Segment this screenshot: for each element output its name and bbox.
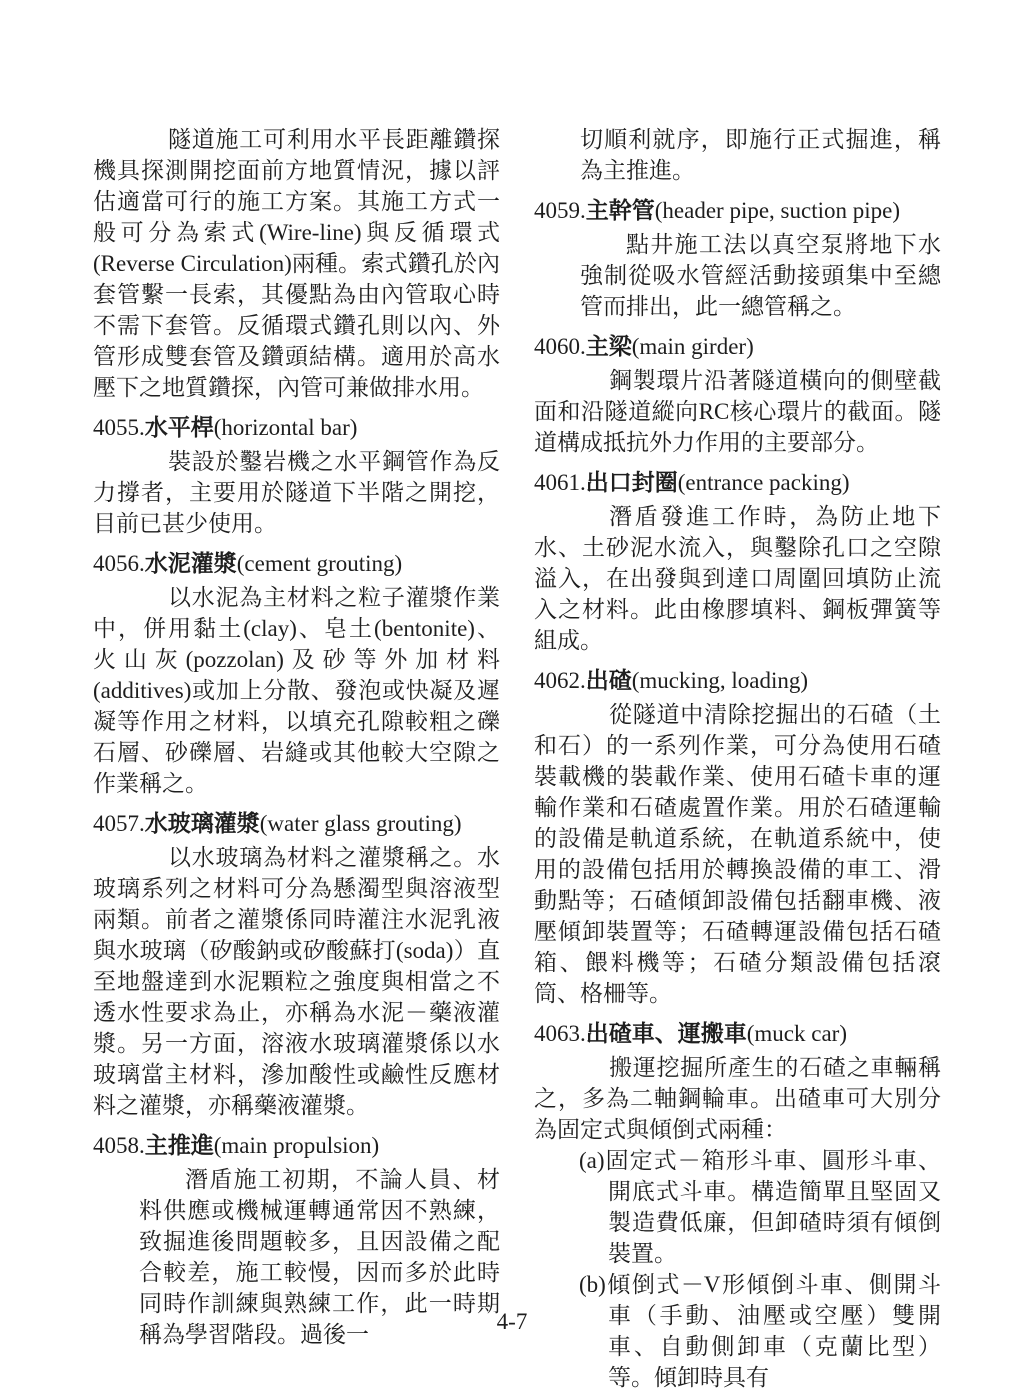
entry-english: (mucking, loading): [631, 668, 809, 693]
entry-heading: [93, 548, 500, 579]
glossary-entry: [93, 548, 500, 799]
list-label: (a): [579, 1148, 605, 1173]
entry-paragraph: 以水玻璃為材料之灌漿稱之。水玻璃系列之材料可分為懸濁型與溶液型兩類。前者之灌漿係同時灌注水泥乳液與水玻璃（矽酸鈉或矽酸蘇打(soda)）直至地盤達到水泥顆粒之強度與相當之不透水性要求為止，亦稱為水泥－藥液灌漿。另一方面，溶液水玻璃灌漿係以水玻璃當主材料，滲加酸性或鹼性反應材料之灌漿，亦稱藥液灌漿。: [93, 845, 500, 1118]
entry-term: 主推進: [144, 1133, 214, 1158]
entry-term: 出口封圈: [585, 470, 678, 495]
list-text: 傾倒式－V形傾倒斗車、側開斗車（手動、油壓或空壓）雙開車、自動側卸車（克蘭比型）等。傾卸時具有: [605, 1272, 941, 1390]
entry-english: (main girder): [631, 334, 754, 359]
continuation-paragraph: 隧道施工可利用水平長距離鑽探機具探測開挖面前方地質情況，據以評估適當可行的施工方案。其施工方式一般可分為索式(Wire-line)與反循環式(Reverse Circulation)兩種。索式鑽孔於內套管繫一長索，其優點為由內管取心時不需下套管。反循環式鑽孔則以內、外管形成雙套管及鑽頭結構。適用於高水壓下之地質鑽探，內管可兼做排水用。: [93, 127, 500, 400]
entry-paragraph: 裝設於鑿岩機之水平鋼管作為反力撐者，主要用於隧道下半階之開挖，目前已甚少使用。: [93, 449, 500, 536]
entry-term: 水玻璃灌漿: [144, 811, 260, 836]
page-number: 4-7: [496, 1309, 528, 1334]
entry-heading: [534, 665, 941, 696]
entry-english: (muck car): [746, 1021, 847, 1046]
glossary-entry: [534, 665, 941, 1009]
entry-paragraph: [579, 1145, 941, 1269]
list-label: (b): [579, 1272, 606, 1297]
entry-heading: [534, 195, 941, 226]
entry-term: 主梁: [585, 334, 632, 359]
glossary-entry: [534, 331, 941, 458]
glossary-entry: [534, 467, 941, 656]
entry-paragraph: 以水泥為主材料之粒子灌漿作業中，併用黏土(clay)、皂土(bentonite)、火山灰(pozzolan)及砂等外加材料(additives)或加上分散、發泡或快凝及遲凝等作用之材料，以填充孔隙較粗之礫石層、砂礫層、岩縫或其他較大空隙之作業稱之。: [93, 585, 500, 796]
entry-heading: [534, 1018, 941, 1049]
glossary-entry: [93, 808, 500, 1121]
entry-heading: [534, 331, 941, 362]
entry-number: 4059.: [534, 198, 586, 223]
entry-term: 主幹管: [585, 198, 655, 223]
entry-paragraph: 點井施工法以真空泵將地下水強制從吸水管經活動接頭集中至總管而排出，此一總管稱之。: [580, 232, 941, 319]
entry-heading: [93, 412, 500, 443]
entry-paragraph: 鋼製環片沿著隧道橫向的側壁截面和沿隧道縱向RC核心環片的截面。隧道構成抵抗外力作用的主要部分。: [534, 368, 941, 455]
entry-number: 4058.: [93, 1133, 145, 1158]
entry-english: (cement grouting): [236, 551, 403, 576]
entry-term: 水平桿: [144, 415, 214, 440]
left-column: [93, 124, 500, 1350]
entry-number: 4055.: [93, 415, 145, 440]
entry-number: 4057.: [93, 811, 145, 836]
entry-heading: [93, 808, 500, 839]
entry-paragraph: 搬運挖掘所產生的石碴之車輛稱之，多為二軸鋼輪車。出碴車可大別分為固定式與傾倒式兩種：: [534, 1055, 941, 1142]
entry-english: (horizontal bar): [213, 415, 358, 440]
entry-english: (header pipe, suction pipe): [654, 198, 900, 223]
entry-paragraph: 從隧道中清除挖掘出的石碴（土和石）的一系列作業，可分為使用石碴裝載機的裝載作業、使用石碴卡車的運輸作業和石碴處置作業。用於石碴運輸的設備是軌道系統，在軌道系統中，使用的設備包括用於轉換設備的車工、滑動點等；石碴傾卸設備包括翻車機、液壓傾卸裝置等；石碴轉運設備包括石碴箱、餵料機等；石碴分類設備包括滾筒、格柵等。: [534, 702, 941, 1006]
entry-term: 出碴: [585, 668, 632, 693]
glossary-entry: [534, 195, 941, 322]
continuation-paragraph: 切順利就序，即施行正式掘進，稱為主推進。: [580, 127, 941, 183]
entry-number: 4056.: [93, 551, 145, 576]
entry-term: 水泥灌漿: [144, 551, 237, 576]
entry-term: 出碴車、運搬車: [585, 1021, 747, 1046]
entry-number: 4063.: [534, 1021, 586, 1046]
list-text: 固定式－箱形斗車、圓形斗車、開底式斗車。構造簡單且堅固又製造費低廉，但卸碴時須有傾倒裝置。: [604, 1148, 941, 1266]
glossary-entry: [93, 412, 500, 539]
entry-number: 4061.: [534, 470, 586, 495]
entry-paragraph: 潛盾發進工作時，為防止地下水、土砂泥水流入，與鑿除孔口之空隙溢入，在出發與到達口周圍回填防止流入之材料。此由橡膠填料、鋼板彈簧等組成。: [534, 504, 941, 653]
entry-number: 4062.: [534, 668, 586, 693]
entry-heading: [93, 1130, 500, 1161]
text-columns: [93, 124, 941, 1393]
entry-paragraph: 潛盾施工初期，不論人員、材料供應或機械運轉通常因不熟練，致掘進後問題較多，且因設備之配合較差，施工較慢，因而多於此時同時作訓練與熟練工作，此一時期稱為學習階段。過後一: [139, 1167, 500, 1347]
entry-english: (entrance packing): [677, 470, 850, 495]
entry-english: (water glass grouting): [259, 811, 462, 836]
entry-number: 4060.: [534, 334, 586, 359]
right-column: [534, 124, 941, 1393]
entry-english: (main propulsion): [213, 1133, 380, 1158]
entry-heading: [534, 467, 941, 498]
